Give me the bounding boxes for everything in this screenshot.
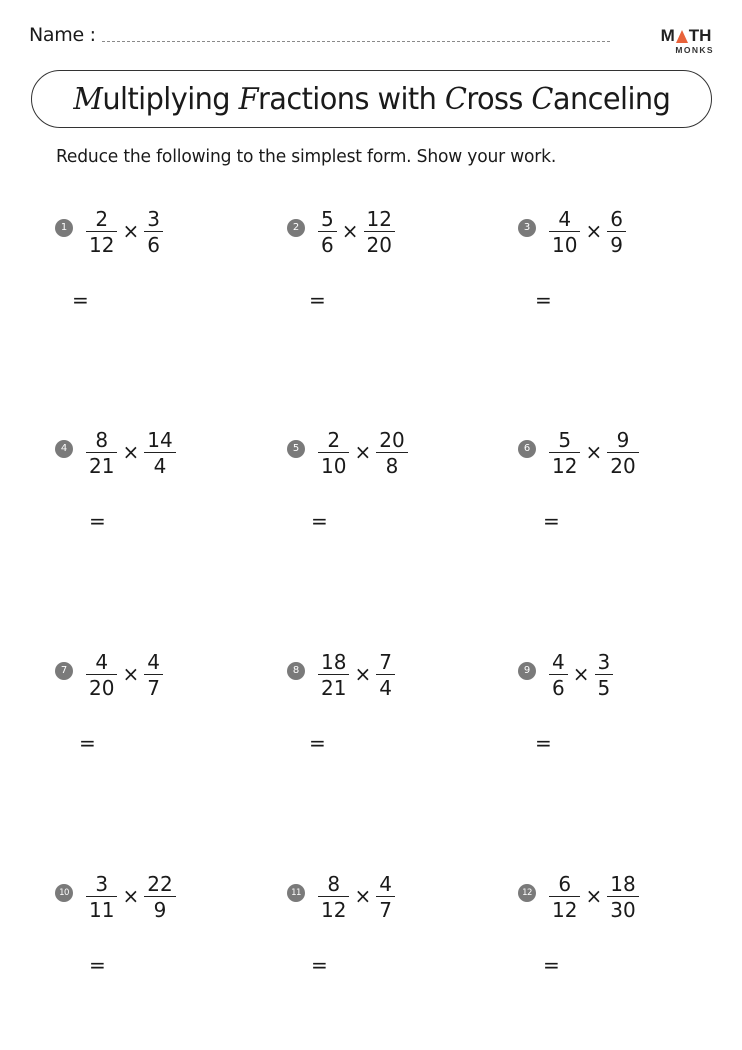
problem-item bbox=[55, 651, 255, 781]
fraction-expression bbox=[549, 208, 626, 256]
equals-sign: = bbox=[309, 731, 326, 755]
problem-number-badge: 5 bbox=[287, 440, 305, 458]
numerator: 12 bbox=[366, 207, 392, 231]
fraction-a bbox=[86, 208, 117, 256]
fraction-a bbox=[549, 651, 568, 699]
denominator: 20 bbox=[610, 454, 636, 479]
multiply-sign: × bbox=[122, 884, 140, 909]
fraction-bar bbox=[549, 674, 568, 675]
problem-number-badge: 1 bbox=[55, 219, 73, 237]
numerator: 14 bbox=[147, 428, 173, 452]
problem-number-badge: 8 bbox=[287, 662, 305, 680]
denominator: 21 bbox=[89, 454, 115, 479]
problem-item bbox=[287, 651, 487, 781]
problem-item bbox=[518, 873, 718, 1003]
title-cap: C bbox=[444, 81, 466, 117]
multiply-sign: × bbox=[122, 662, 140, 687]
fraction-bar bbox=[144, 231, 163, 232]
equals-sign: = bbox=[543, 509, 560, 533]
numerator: 3 bbox=[95, 872, 109, 896]
name-row bbox=[29, 24, 610, 46]
denominator: 6 bbox=[552, 676, 565, 701]
numerator: 18 bbox=[610, 872, 636, 896]
title-rest: anceling bbox=[552, 81, 670, 117]
fraction-bar bbox=[86, 674, 117, 675]
worksheet-title bbox=[73, 82, 670, 117]
denominator: 12 bbox=[552, 898, 578, 923]
denominator: 10 bbox=[552, 233, 578, 258]
numerator: 4 bbox=[95, 650, 109, 674]
instructions: Reduce the following to the simplest form. Show your work. bbox=[56, 146, 557, 167]
denominator: 7 bbox=[147, 676, 160, 701]
problem-number-badge: 3 bbox=[518, 219, 536, 237]
fraction-b bbox=[376, 651, 395, 699]
fraction-b bbox=[607, 873, 638, 921]
numerator: 22 bbox=[147, 872, 173, 896]
math-monks-logo bbox=[656, 27, 716, 55]
problem-item bbox=[287, 208, 487, 338]
fraction-bar bbox=[86, 452, 117, 453]
problem-item bbox=[55, 208, 255, 338]
fraction-expression bbox=[86, 429, 176, 477]
numerator: 3 bbox=[597, 650, 611, 674]
multiply-sign: × bbox=[585, 440, 603, 465]
equals-sign: = bbox=[309, 288, 326, 312]
title-rest: ultiplying bbox=[101, 81, 239, 117]
fraction-b bbox=[144, 873, 175, 921]
fraction-bar bbox=[607, 231, 626, 232]
denominator: 11 bbox=[89, 898, 115, 923]
fraction-b bbox=[376, 873, 395, 921]
numerator: 3 bbox=[147, 207, 160, 231]
denominator: 6 bbox=[321, 233, 334, 258]
denominator: 9 bbox=[610, 233, 623, 258]
equals-sign: = bbox=[535, 731, 552, 755]
problem-item bbox=[518, 429, 718, 559]
fraction-bar bbox=[364, 231, 395, 232]
fraction-bar bbox=[607, 896, 638, 897]
problem-item bbox=[518, 208, 718, 338]
fraction-bar bbox=[144, 674, 163, 675]
numerator: 2 bbox=[327, 428, 341, 452]
fraction-bar bbox=[144, 896, 175, 897]
fraction-bar bbox=[144, 452, 175, 453]
denominator: 20 bbox=[366, 233, 392, 258]
equals-sign: = bbox=[311, 509, 328, 533]
denominator: 12 bbox=[552, 454, 578, 479]
numerator: 5 bbox=[558, 428, 572, 452]
multiply-sign: × bbox=[354, 884, 372, 909]
fraction-expression bbox=[86, 873, 176, 921]
fraction-expression bbox=[86, 208, 163, 256]
equals-sign: = bbox=[79, 731, 96, 755]
numerator: 2 bbox=[95, 207, 109, 231]
fraction-a bbox=[318, 429, 349, 477]
numerator: 4 bbox=[552, 650, 565, 674]
fraction-expression bbox=[318, 208, 395, 256]
fraction-expression bbox=[318, 651, 395, 699]
problem-number-badge: 10 bbox=[55, 884, 73, 902]
multiply-sign: × bbox=[341, 219, 359, 244]
answer-space[interactable] bbox=[95, 943, 245, 993]
fraction-b bbox=[595, 651, 614, 699]
fraction-expression bbox=[549, 429, 639, 477]
title-cap: F bbox=[238, 81, 258, 117]
denominator: 7 bbox=[379, 898, 392, 923]
fraction-b bbox=[607, 208, 626, 256]
answer-space[interactable] bbox=[558, 278, 708, 328]
fraction-bar bbox=[549, 231, 580, 232]
fraction-bar bbox=[595, 674, 614, 675]
problem-number-badge: 4 bbox=[55, 440, 73, 458]
denominator: 4 bbox=[379, 676, 392, 701]
numerator: 4 bbox=[147, 650, 160, 674]
answer-space[interactable] bbox=[95, 499, 245, 549]
fraction-b bbox=[144, 208, 163, 256]
logo-wordmark bbox=[656, 27, 716, 44]
denominator: 9 bbox=[153, 898, 167, 923]
denominator: 30 bbox=[610, 898, 636, 923]
answer-space[interactable] bbox=[327, 278, 477, 328]
title-rest: ross bbox=[465, 81, 532, 117]
numerator: 8 bbox=[95, 428, 109, 452]
fraction-b bbox=[376, 429, 407, 477]
fraction-expression bbox=[318, 429, 408, 477]
logo-subtitle: MONKS bbox=[675, 45, 714, 55]
fraction-bar bbox=[376, 896, 395, 897]
fraction-expression bbox=[549, 873, 639, 921]
equals-sign: = bbox=[72, 288, 89, 312]
denominator: 4 bbox=[153, 454, 167, 479]
problem-number-badge: 11 bbox=[287, 884, 305, 902]
fraction-a bbox=[86, 651, 117, 699]
numerator: 9 bbox=[616, 428, 630, 452]
fraction-bar bbox=[607, 452, 638, 453]
fraction-a bbox=[318, 873, 349, 921]
problem-item bbox=[287, 873, 487, 1003]
numerator: 6 bbox=[558, 872, 572, 896]
answer-space[interactable] bbox=[327, 943, 477, 993]
answer-space[interactable] bbox=[558, 721, 708, 771]
logo-letters-th: TH bbox=[688, 26, 712, 45]
answer-space[interactable] bbox=[95, 278, 245, 328]
answer-space[interactable] bbox=[95, 721, 245, 771]
answer-space[interactable] bbox=[558, 499, 708, 549]
problem-number-badge: 12 bbox=[518, 884, 536, 902]
numerator: 20 bbox=[379, 428, 405, 452]
multiply-sign: × bbox=[354, 662, 372, 687]
fraction-b bbox=[144, 429, 175, 477]
fraction-bar bbox=[86, 231, 117, 232]
fraction-bar bbox=[376, 674, 395, 675]
answer-space[interactable] bbox=[558, 943, 708, 993]
numerator: 8 bbox=[327, 872, 341, 896]
denominator: 20 bbox=[89, 676, 115, 701]
title-cap: M bbox=[73, 81, 102, 117]
fraction-expression bbox=[86, 651, 163, 699]
numerator: 7 bbox=[379, 650, 392, 674]
fraction-expression bbox=[318, 873, 395, 921]
equals-sign: = bbox=[535, 288, 552, 312]
problem-number-badge: 2 bbox=[287, 219, 305, 237]
fraction-a bbox=[549, 429, 580, 477]
multiply-sign: × bbox=[585, 884, 603, 909]
problem-number-badge: 7 bbox=[55, 662, 73, 680]
fraction-bar bbox=[86, 896, 117, 897]
multiply-sign: × bbox=[585, 219, 603, 244]
title-cap: C bbox=[531, 81, 553, 117]
name-label: Name : bbox=[29, 24, 96, 46]
equals-sign: = bbox=[543, 953, 560, 977]
name-input-line[interactable] bbox=[102, 41, 610, 42]
fraction-a bbox=[86, 873, 117, 921]
equals-sign: = bbox=[311, 953, 328, 977]
fraction-bar bbox=[376, 452, 407, 453]
equals-sign: = bbox=[89, 509, 106, 533]
multiply-sign: × bbox=[122, 219, 140, 244]
denominator: 12 bbox=[89, 233, 115, 258]
worksheet-title-box bbox=[31, 70, 712, 128]
fraction-bar bbox=[318, 896, 349, 897]
multiply-sign: × bbox=[572, 662, 590, 687]
title-rest: ractions with bbox=[257, 81, 445, 117]
denominator: 6 bbox=[147, 233, 160, 258]
denominator: 5 bbox=[597, 676, 611, 701]
multiply-sign: × bbox=[354, 440, 372, 465]
fraction-a bbox=[549, 208, 580, 256]
numerator: 4 bbox=[558, 207, 572, 231]
denominator: 12 bbox=[321, 898, 347, 923]
fraction-a bbox=[549, 873, 580, 921]
numerator: 6 bbox=[610, 207, 623, 231]
denominator: 21 bbox=[321, 676, 347, 701]
problem-number-badge: 6 bbox=[518, 440, 536, 458]
equals-sign: = bbox=[89, 953, 106, 977]
problem-item bbox=[287, 429, 487, 559]
triangle-icon bbox=[676, 30, 688, 43]
fraction-b bbox=[607, 429, 638, 477]
logo-letter-m: M bbox=[660, 26, 675, 45]
answer-space[interactable] bbox=[327, 499, 477, 549]
fraction-b bbox=[144, 651, 163, 699]
fraction-b bbox=[364, 208, 395, 256]
fraction-bar bbox=[318, 452, 349, 453]
multiply-sign: × bbox=[122, 440, 140, 465]
fraction-a bbox=[86, 429, 117, 477]
numerator: 4 bbox=[379, 872, 392, 896]
problem-number-badge: 9 bbox=[518, 662, 536, 680]
fraction-a bbox=[318, 208, 337, 256]
problem-item bbox=[55, 873, 255, 1003]
fraction-bar bbox=[549, 896, 580, 897]
problem-item bbox=[518, 651, 718, 781]
numerator: 5 bbox=[321, 207, 334, 231]
numerator: 18 bbox=[321, 650, 347, 674]
problem-item bbox=[55, 429, 255, 559]
fraction-a bbox=[318, 651, 349, 699]
fraction-expression bbox=[549, 651, 613, 699]
denominator: 10 bbox=[321, 454, 347, 479]
fraction-bar bbox=[318, 674, 349, 675]
fraction-bar bbox=[549, 452, 580, 453]
fraction-bar bbox=[318, 231, 337, 232]
denominator: 8 bbox=[385, 454, 399, 479]
answer-space[interactable] bbox=[327, 721, 477, 771]
